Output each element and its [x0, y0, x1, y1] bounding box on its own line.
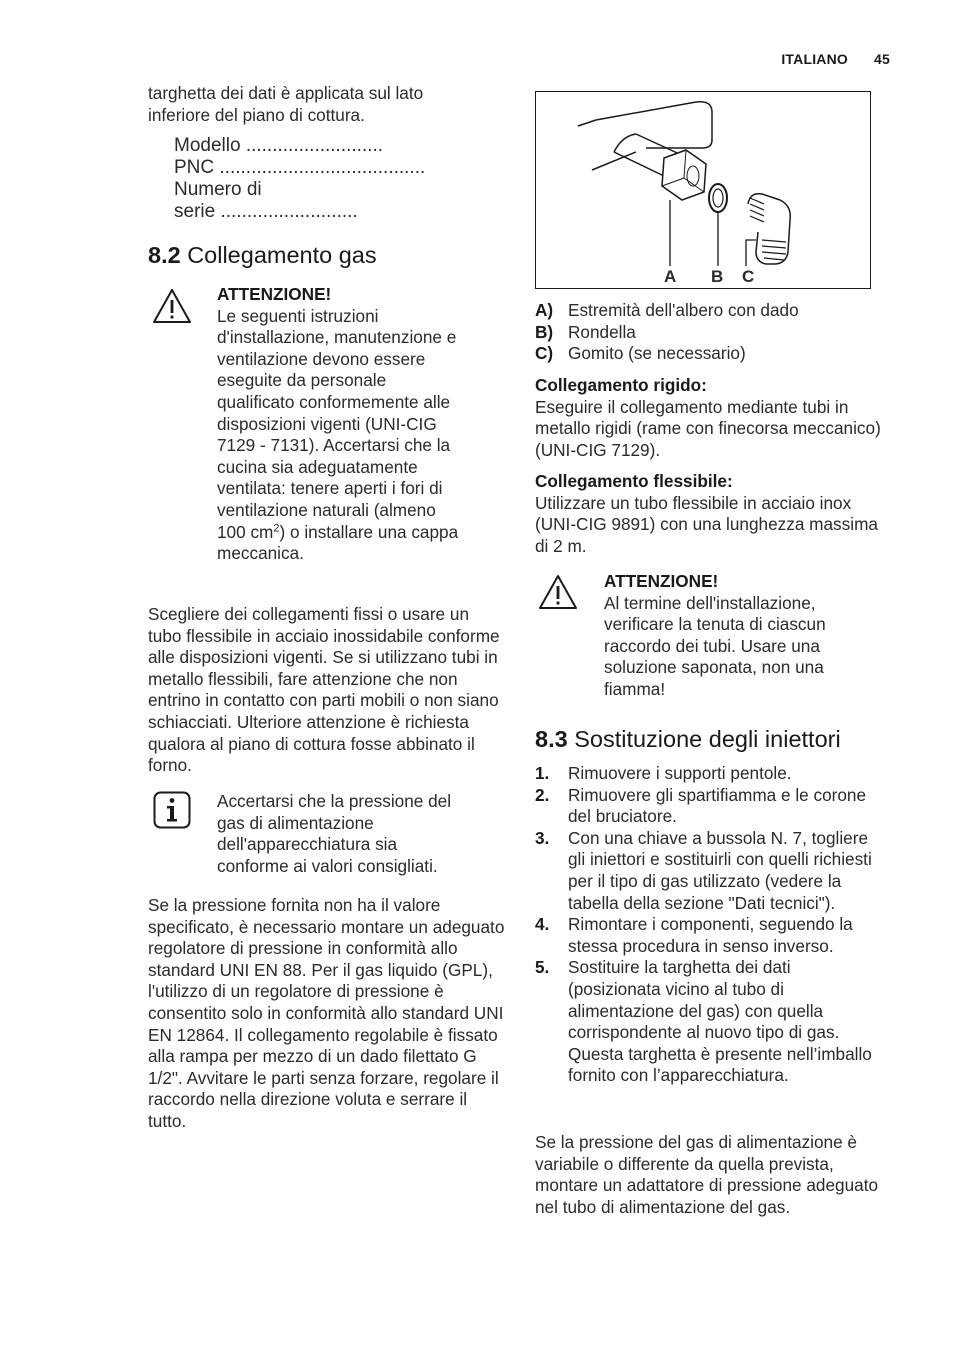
figure-label-b: B	[711, 267, 724, 286]
warning-title: ATTENZIONE!	[604, 571, 719, 591]
flexible-connection-title: Collegamento flessibile:	[535, 471, 733, 491]
list-item: 5. Sostituire la targhetta dei dati (posizionata vicino al tubo di alimentazione del gas) con quella corrispondente al nuovo tipo di gas. Questa targhetta è presente nell’imballo fornito con l’apparecchiatura.	[535, 957, 872, 1086]
warning-triangle-icon	[152, 288, 192, 324]
warning-block-gas	[217, 284, 467, 565]
intro-text: targhetta dei dati è applicata sul lato inferiore del piano di cottura.	[148, 83, 424, 125]
legend-item: B) Rondella	[535, 321, 636, 342]
paragraph-pressure: Se la pressione fornita non ha il valore specificato, è necessario montare un adeguato regolatore di pressione in conformità allo standard UNI EN 88. Per il gas liquido (GPL), l'utilizzo di un regolatore di pressione è consentito solo in conformità allo standard UNI EN 12864. Il collegamento regolabile è fissato alla rampa per mezzo di un dado filettato G 1/2". Avvitare le parti senza forzare, regolare il raccordo nella direzione voluta e serrare il tutto.	[148, 895, 505, 1131]
section-title: Sostituzione degli iniettori	[574, 726, 841, 752]
rigid-connection-title: Collegamento rigido:	[535, 375, 707, 395]
warning-title: ATTENZIONE!	[217, 284, 332, 304]
serial-line-2: serie ..........................	[174, 201, 358, 222]
legend-item: A) Estremità dell'albero con dado	[535, 300, 799, 320]
closing-paragraph: Se la pressione del gas di alimentazione è variabile o differente da quella prevista, montare un adattatore di pressione adeguato nel tubo di alimentazione del gas.	[535, 1132, 879, 1217]
model-line: Modello ..........................	[174, 135, 384, 156]
header-language: ITALIANO	[781, 51, 849, 67]
warning-block-leak-test	[604, 571, 864, 701]
warning-text: Le seguenti istruzioni d'installazione, manutenzione e ventilazione devono essere eseguite da personale qualificato conformemente alle disposizioni vigenti (UNI-CIG 7129 - 7131). Accertarsi che la cucina sia adeguatamente ventilata: tenere aperti i fori di ventilazione naturali (almeno 100 $cm^2$) o installare una cappa meccanica.	[217, 305, 459, 564]
gas-connection-illustration	[536, 92, 870, 288]
legend-item: C) Gomito (se necessario)	[535, 343, 746, 364]
section-number: 8.2	[148, 242, 181, 268]
figure-label-c: C	[742, 267, 755, 286]
warning-triangle-icon	[538, 574, 578, 610]
rigid-connection-block	[535, 375, 885, 461]
rigid-connection-text: Eseguire il collegamento mediante tubi in metallo rigidi (rame con finecorsa meccanico) (UNI-CIG 7129).	[535, 396, 881, 460]
figure-legend	[535, 300, 865, 365]
list-item: 4. Rimontare i componenti, seguendo la stessa procedura in senso inverso.	[535, 914, 853, 956]
paragraph-connections: Scegliere dei collegamenti fissi o usare un tubo flessibile in acciaio inossidabile conforme alle disposizioni vigenti. Se si utilizzano tubi in metallo flessibili, fare attenzione che non entrino in contatto con parti mobili o non siano schiacciati. Ulteriore attenzione è richiesta qualora al piano di cottura fosse abbinato il forno.	[148, 604, 500, 776]
info-note: Accertarsi che la pressione del gas di alimentazione dell'apparecchiatura sia conforme ai valori consigliati.	[217, 791, 452, 876]
page-number: 45	[874, 51, 890, 67]
serial-line-1: Numero di	[174, 179, 262, 200]
section-title: Collegamento gas	[187, 242, 377, 268]
list-item: 3. Con una chiave a bussola N. 7, togliere gli iniettori e sostituirli con quelli richiesti per il tipo di gas utilizzato (vedere la tabella della sezione "Dati tecnici").	[535, 827, 872, 913]
info-icon	[153, 791, 191, 829]
page-header	[781, 49, 890, 71]
injector-steps-list	[535, 763, 887, 1087]
figure-label-a: A	[664, 267, 677, 286]
flexible-connection-text: Utilizzare un tubo flessibile in acciaio inox (UNI-CIG 9891) con una lunghezza massima di 2 m.	[535, 492, 878, 556]
warning-text: Al termine dell'installazione, verificare la tenuta di ciascun raccordo dei tubi. Usare una soluzione saponata, non una fiamma!	[604, 592, 826, 699]
list-item: 2. Rimuovere gli spartifiamma e le corone del bruciatore.	[535, 784, 867, 827]
section-heading-8-3	[535, 725, 841, 753]
flexible-connection-block	[535, 471, 885, 557]
model-info-block	[174, 135, 425, 223]
section-heading-8-2	[148, 241, 377, 269]
list-item: 1. Rimuovere i supporti pentole.	[535, 763, 792, 783]
gas-connection-figure	[535, 91, 871, 289]
section-number: 8.3	[535, 726, 568, 752]
pnc-line: PNC .......................................	[174, 157, 426, 178]
